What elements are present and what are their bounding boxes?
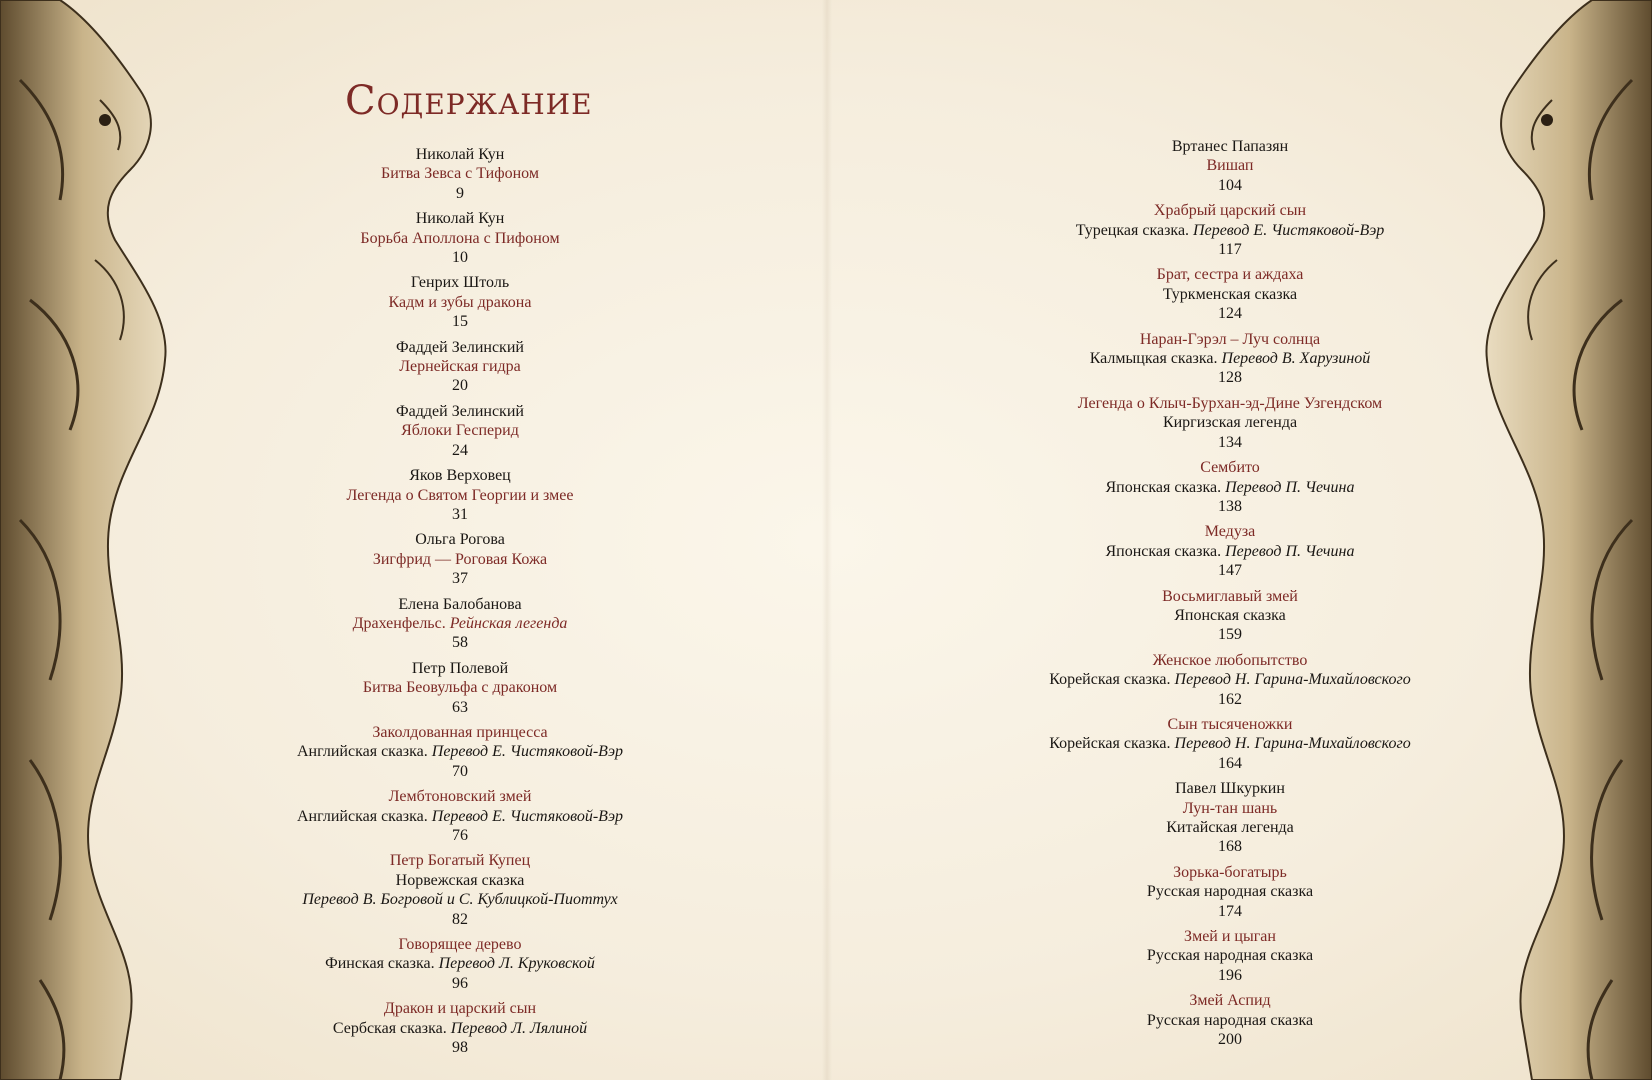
entry-title: Змей Аспид: [1189, 992, 1271, 1010]
toc-entry[interactable]: [1000, 715, 1460, 773]
entry-title-line: [290, 935, 630, 954]
entry-title-line: [290, 550, 630, 569]
entry-note: Японская сказка.: [1105, 478, 1222, 496]
entry-title: Дракон и царский сын: [383, 1000, 537, 1018]
entry-note-line: [290, 1019, 630, 1038]
entry-author: Николай Кун: [415, 210, 505, 228]
entry-title: Заколдованная принцесса: [372, 723, 548, 741]
entry-author: Павел Шкуркин: [1175, 780, 1285, 798]
toc-entry[interactable]: [1000, 201, 1460, 259]
book-gutter: [822, 0, 832, 1080]
entry-page-number: 124: [1218, 305, 1242, 323]
entry-page-number: 70: [452, 762, 468, 780]
entry-note: Русская народная сказка: [1146, 1011, 1314, 1029]
entry-page-number: 63: [452, 698, 468, 716]
entry-note: Финская сказка.: [325, 955, 435, 973]
toc-entry[interactable]: [1000, 927, 1460, 985]
entry-title: Кадм и зубы дракона: [388, 293, 532, 311]
toc-entry[interactable]: [290, 723, 630, 781]
entry-author: Ольга Рогова: [415, 531, 505, 549]
entry-title-line: [1000, 330, 1460, 349]
entry-title: Медуза: [1204, 523, 1256, 541]
entry-page-number: 98: [452, 1039, 468, 1057]
entry-title-line: [1000, 991, 1460, 1010]
entry-title: Зорька-богатырь: [1173, 863, 1287, 881]
toc-entry[interactable]: [1000, 587, 1460, 645]
entry-title: Храбрый царский сын: [1153, 202, 1307, 220]
entry-author: Генрих Штоль: [410, 274, 510, 292]
entry-title: Лембтоновский змей: [388, 788, 532, 806]
entry-title-line: [1000, 156, 1460, 175]
entry-title-line: [290, 421, 630, 440]
entry-note: Турецкая сказка.: [1075, 221, 1190, 239]
entry-title: Легенда о Святом Георгии и змее: [346, 486, 574, 504]
entry-title-line: [1000, 799, 1460, 818]
toc-entry[interactable]: [290, 145, 630, 203]
toc-entry[interactable]: [290, 402, 630, 460]
entry-page-number: 96: [452, 974, 468, 992]
entry-page-number: 24: [452, 441, 468, 459]
entry-title: Сын тысяченожки: [1167, 715, 1293, 733]
entry-title: Битва Зевса с Тифоном: [381, 165, 539, 183]
entry-page-number: 58: [452, 634, 468, 652]
entry-title-line: [1000, 651, 1460, 670]
entry-author: Вртанес Папазян: [1171, 138, 1289, 155]
entry-page-number: 200: [1218, 1031, 1242, 1049]
entry-note: Русская народная сказка: [1146, 947, 1314, 965]
entry-page-number: 15: [452, 313, 468, 331]
entry-author: Фаддей Зелинский: [396, 402, 524, 420]
entry-title-line: [1000, 394, 1460, 413]
entry-page-number: 82: [452, 910, 468, 928]
entry-note-line: [1000, 221, 1460, 240]
entry-note-line: [1000, 1011, 1460, 1030]
entry-title-line: [1000, 522, 1460, 541]
entry-note-line: [1000, 285, 1460, 304]
toc-entry[interactable]: [1000, 779, 1460, 857]
toc-entry[interactable]: [290, 935, 630, 993]
toc-entry[interactable]: [1000, 137, 1460, 195]
entry-page-number: 37: [452, 570, 468, 588]
dragon-ornament-right: [1472, 0, 1652, 1080]
entry-note: Японская сказка: [1174, 606, 1286, 624]
entry-translator: Перевод Е. Чистяковой-Вэр: [431, 807, 623, 825]
entry-title: Вишап: [1206, 157, 1254, 175]
entry-translator: Перевод Е. Чистяковой-Вэр: [1193, 221, 1385, 239]
entry-translator: Перевод П. Чечина: [1225, 478, 1355, 496]
entry-note: Китайская легенда: [1166, 819, 1294, 836]
entry-title-line: [1000, 587, 1460, 606]
entry-title: Драхенфельс.: [352, 614, 446, 632]
entry-page-number: 138: [1218, 497, 1242, 515]
entry-note-line: [290, 871, 630, 890]
entry-note: Корейская сказка.: [1049, 671, 1171, 689]
entry-author: Яков Верховец: [409, 467, 511, 485]
entry-title: Лун-тан шань: [1182, 799, 1278, 817]
entry-page-number: 196: [1218, 966, 1242, 984]
entry-page-number: 10: [452, 249, 468, 267]
entry-note: Корейская сказка.: [1049, 735, 1171, 753]
entry-title: Легенда о Клыч-Бурхан-эд-Дине Узгендском: [1077, 394, 1383, 412]
entry-title-subtitle: Рейнская легенда: [449, 614, 568, 632]
entry-title: Сембито: [1200, 459, 1260, 477]
entry-page-number: 104: [1218, 176, 1242, 194]
entry-title-line: [290, 999, 630, 1018]
toc-entry[interactable]: [1000, 863, 1460, 921]
entry-note: Английская сказка.: [297, 743, 428, 761]
entry-note: Японская сказка.: [1105, 542, 1222, 560]
toc-entry[interactable]: [290, 999, 630, 1057]
entry-note-line: [1000, 818, 1460, 837]
entry-note: Киргизская легенда: [1162, 414, 1298, 432]
entry-note-line: [1000, 349, 1460, 368]
entry-translator: Перевод В. Харузиной: [1221, 350, 1371, 368]
entry-title-line: [290, 614, 630, 633]
entry-note-line: [1000, 478, 1460, 497]
entry-title-line: [290, 723, 630, 742]
toc-entry[interactable]: [1000, 522, 1460, 580]
entry-note-line: [290, 954, 630, 973]
entry-note: Сербская сказка.: [332, 1019, 447, 1037]
entry-title: Восьмиглавый змей: [1162, 587, 1298, 605]
entry-page-number: 128: [1218, 369, 1242, 387]
entry-title: Говорящее дерево: [398, 936, 522, 954]
entry-title: Змей и цыган: [1184, 928, 1276, 946]
entry-title: Зигфрид — Роговая Кожа: [372, 550, 548, 568]
entry-title: Женское любопытство: [1152, 651, 1308, 669]
entry-title-line: [290, 787, 630, 806]
toc-entry[interactable]: [1000, 651, 1460, 709]
entry-title-line: [290, 678, 630, 697]
entry-title-line: [290, 851, 630, 870]
entry-translator: Перевод В. Богровой и С. Кублицкой-Пиоттух: [302, 891, 618, 909]
entry-author: Петр Полевой: [411, 659, 509, 677]
toc-entry[interactable]: [1000, 394, 1460, 452]
entry-note-line: [290, 742, 630, 761]
entry-title-line: [290, 293, 630, 312]
entry-page-number: 168: [1218, 838, 1242, 856]
entry-page-number: 76: [452, 827, 468, 844]
entry-translator: Перевод Н. Гарина-Михайловского: [1174, 671, 1411, 689]
entry-note: Калмыцкая сказка.: [1089, 350, 1218, 368]
entry-note-line: [1000, 882, 1460, 901]
toc-entry[interactable]: [290, 466, 630, 524]
toc-entry[interactable]: [290, 659, 630, 717]
entry-title: Лернейская гидра: [399, 358, 521, 376]
toc-entry[interactable]: [1000, 458, 1460, 516]
entry-title: Брат, сестра и аждаха: [1156, 266, 1304, 284]
entry-note: Норвежская сказка: [395, 871, 525, 889]
entry-note: Английская сказка.: [297, 807, 428, 825]
entry-page-number: 164: [1218, 754, 1242, 772]
entry-page-number: 117: [1218, 241, 1242, 259]
entry-title-line: [1000, 715, 1460, 734]
toc-entry[interactable]: [1000, 330, 1460, 388]
entry-note: Туркменская сказка: [1162, 285, 1298, 303]
entry-note-line: [1000, 413, 1460, 432]
entry-page-number: 134: [1218, 433, 1242, 451]
entry-page-number: 174: [1218, 902, 1242, 920]
entry-translator: Перевод П. Чечина: [1225, 542, 1355, 560]
toc-left-column: [290, 145, 630, 1063]
entry-title: Наран-Гэрэл – Луч солнца: [1139, 330, 1321, 348]
entry-page-number: 159: [1218, 626, 1242, 644]
toc-right-column: [1000, 137, 1460, 1055]
entry-page-number: 162: [1218, 690, 1242, 708]
entry-title: Борьба Аполлона с Пифоном: [360, 229, 560, 247]
entry-translator: Перевод Л. Круковской: [438, 955, 595, 973]
entry-title-line: [290, 164, 630, 183]
entry-author: Фаддей Зелинский: [396, 338, 524, 356]
toc-entry[interactable]: [290, 338, 630, 396]
entry-note-line: [1000, 606, 1460, 625]
entry-page-number: 20: [452, 377, 468, 395]
entry-note-line: [290, 807, 630, 826]
toc-entry[interactable]: [290, 787, 630, 845]
entry-page-number: 31: [452, 505, 468, 523]
entry-author: Николай Кун: [415, 146, 505, 163]
entry-note-line: [1000, 542, 1460, 561]
entry-translator: Перевод Н. Гарина-Михайловского: [1174, 735, 1411, 753]
entry-note-line: [1000, 946, 1460, 965]
entry-translator-line: [290, 890, 630, 909]
entry-title-line: [1000, 927, 1460, 946]
entry-title-line: [290, 357, 630, 376]
entry-note-line: [1000, 734, 1460, 753]
toc-entry[interactable]: [290, 595, 630, 653]
toc-entry[interactable]: [290, 209, 630, 267]
dragon-ornament-left: [0, 0, 180, 1080]
entry-page-number: 9: [456, 184, 464, 202]
entry-title-line: [290, 229, 630, 248]
entry-author: Елена Балобанова: [398, 595, 522, 613]
toc-entry[interactable]: [290, 273, 630, 331]
toc-entry[interactable]: [290, 530, 630, 588]
entry-title-line: [1000, 458, 1460, 477]
toc-entry[interactable]: [1000, 265, 1460, 323]
entry-title-line: [1000, 201, 1460, 220]
entry-title-line: [290, 486, 630, 505]
entry-title-line: [1000, 863, 1460, 882]
toc-entry[interactable]: [290, 851, 630, 929]
entry-note-line: [1000, 670, 1460, 689]
entry-title: Яблоки Гесперид: [401, 422, 519, 440]
entry-translator: Перевод Л. Лялиной: [450, 1019, 588, 1037]
entry-title-line: [1000, 265, 1460, 284]
contents-title: Содержание: [345, 78, 593, 124]
entry-title: Битва Беовульфа с драконом: [362, 679, 558, 697]
entry-note: Русская народная сказка: [1146, 883, 1314, 901]
toc-entry[interactable]: [1000, 991, 1460, 1049]
entry-title: Петр Богатый Купец: [389, 852, 531, 870]
entry-translator: Перевод Е. Чистяковой-Вэр: [431, 743, 623, 761]
entry-page-number: 147: [1218, 562, 1242, 580]
